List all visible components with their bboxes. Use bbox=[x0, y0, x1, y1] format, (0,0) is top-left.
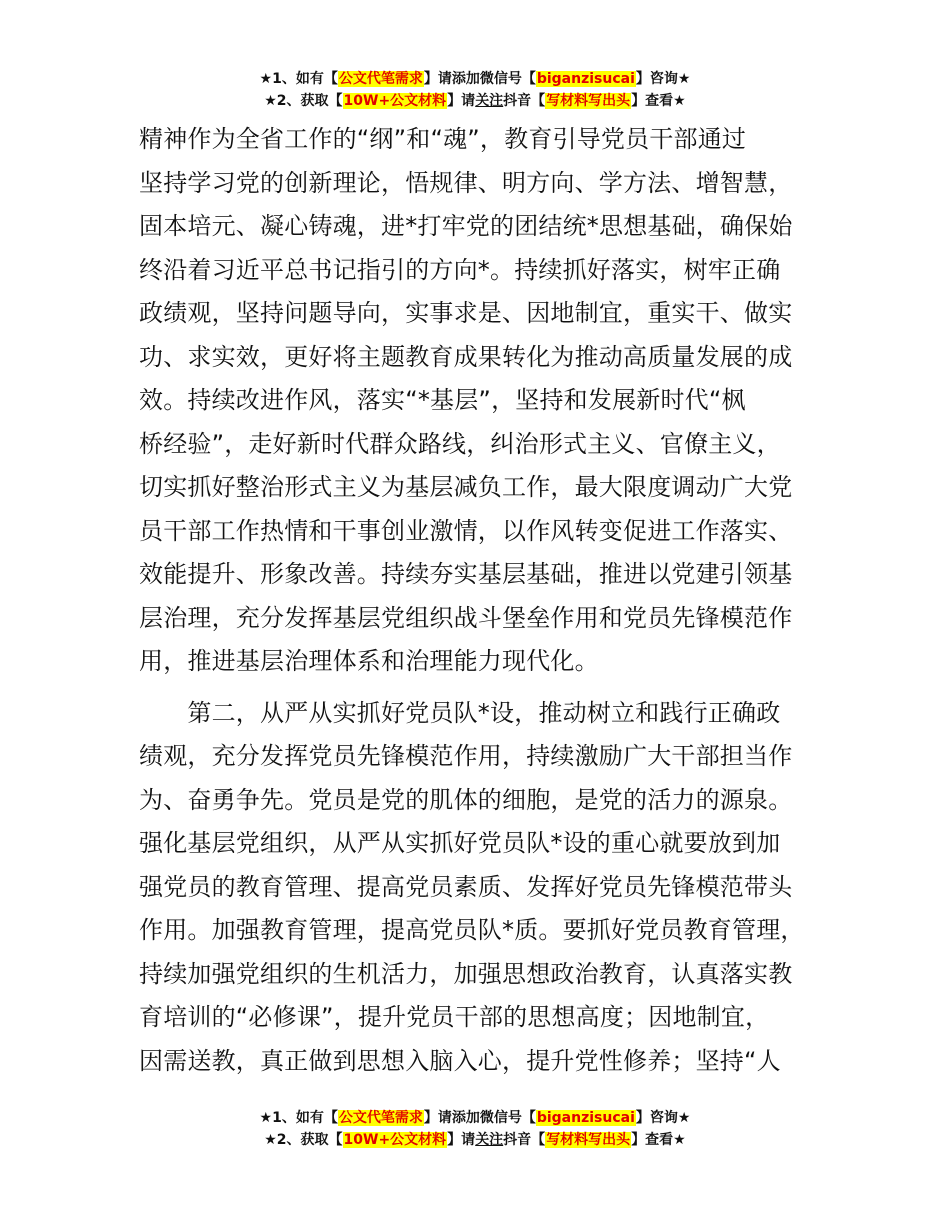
footer-line-2-mid2: 抖音【 bbox=[503, 1132, 546, 1148]
header-line-2-suffix: 】查看★ bbox=[631, 93, 686, 109]
text-line: 精神作为全省工作的“纲”和“魂”，教育引导党员干部通过 bbox=[139, 125, 747, 153]
text-line: 层治理，充分发挥基层党组织战斗堡垒作用和党员先锋模范作 bbox=[139, 603, 793, 632]
text-line: 强化基层党组织，从严从实抓好党员队*设的重心就要放到加 bbox=[139, 829, 781, 857]
footer-banner bbox=[0, 1107, 950, 1151]
header-line-2 bbox=[0, 90, 950, 112]
header-line-2-prefix: ★2、获取【 bbox=[264, 93, 343, 109]
footer-line-1 bbox=[0, 1107, 950, 1129]
header-highlight-ghostwriting: 公文代笔需求 bbox=[338, 71, 423, 87]
text-line: 绩观，充分发挥党员先锋模范作用，持续激励广大干部担当作 bbox=[139, 742, 793, 770]
text-line: 固本培元、凝心铸魂，进*打牢党的团结统*思想基础，确保始 bbox=[139, 212, 793, 240]
text-line: 切实抓好整治形式主义为基层减负工作，最大限度调动广大党 bbox=[139, 473, 793, 501]
text-line: 效能提升、形象改善。持续夯实基层基础，推进以党建引领基 bbox=[139, 560, 793, 588]
text-line: 功、求实效，更好将主题教育成果转化为推动高质量发展的成 bbox=[139, 342, 793, 371]
header-banner bbox=[0, 68, 950, 112]
footer-line-2-mid1: 】请 bbox=[447, 1132, 476, 1148]
footer-highlight-wechat-id: biganzisucai bbox=[536, 1110, 635, 1126]
text-line: 坚持学习党的创新理论，悟规律、明方向、学方法、增智慧， bbox=[139, 168, 793, 197]
paragraph-2 bbox=[139, 692, 839, 1084]
footer-line-1-prefix: ★1、如有【 bbox=[259, 1110, 338, 1126]
footer-highlight-ghostwriting: 公文代笔需求 bbox=[338, 1110, 423, 1126]
footer-follow-text: 关注 bbox=[475, 1132, 504, 1148]
footer-highlight-materials: 10W+公文材料 bbox=[343, 1132, 447, 1148]
header-line-1-suffix: 】咨询★ bbox=[635, 71, 691, 87]
text-line: 为、奋勇争先。党员是党的肌体的细胞，是党的活力的源泉。 bbox=[139, 785, 793, 814]
text-line: 作用。加强教育管理，提高党员队*质。要抓好党员教育管理， bbox=[139, 916, 805, 944]
header-line-1-prefix: ★1、如有【 bbox=[259, 71, 338, 87]
footer-line-2-prefix: ★2、获取【 bbox=[264, 1132, 343, 1148]
header-follow-text: 关注 bbox=[475, 93, 504, 109]
header-line-1-mid: 】请添加微信号【 bbox=[423, 71, 536, 87]
text-line: 效。持续改进作风，落实“*基层”，坚持和发展新时代“枫 bbox=[139, 386, 746, 414]
header-line-2-mid2: 抖音【 bbox=[503, 93, 546, 109]
text-line: 持续加强党组织的生机活力，加强思想政治教育，认真落实教 bbox=[139, 959, 793, 988]
text-line: 政绩观，坚持问题导向，实事求是、因地制宜，重实干、做实 bbox=[139, 299, 793, 327]
header-highlight-douyin-account: 写材料写出头 bbox=[546, 93, 631, 109]
header-line-2-mid1: 】请 bbox=[447, 93, 476, 109]
header-highlight-materials: 10W+公文材料 bbox=[343, 93, 447, 109]
text-line: 员干部工作热情和干事创业激情，以作风转变促进工作落实、 bbox=[139, 516, 793, 545]
paragraph-1 bbox=[139, 118, 839, 684]
text-line: 强党员的教育管理、提高党员素质、发挥好党员先锋模范带头 bbox=[139, 872, 793, 901]
text-line: 第二，从严从实抓好党员队*设，推动树立和践行正确政 bbox=[139, 698, 781, 727]
text-line: 育培训的“必修课”，提升党员干部的思想高度；因地制宜， bbox=[139, 1003, 770, 1031]
footer-line-2-suffix: 】查看★ bbox=[631, 1132, 686, 1148]
document-body bbox=[139, 118, 839, 1083]
footer-line-1-mid: 】请添加微信号【 bbox=[423, 1110, 536, 1126]
text-line: 桥经验”，走好新时代群众路线，纠治形式主义、官僚主义， bbox=[139, 429, 781, 458]
text-line: 终沿着习近平总书记指引的方向*。持续抓好落实，树牢正确 bbox=[139, 255, 781, 284]
footer-highlight-douyin-account: 写材料写出头 bbox=[546, 1132, 631, 1148]
text-line: 用，推进基层治理体系和治理能力现代化。 bbox=[139, 647, 599, 675]
text-line: 因需送教，真正做到思想入脑入心，提升党性修养；坚持“人 bbox=[139, 1046, 781, 1075]
footer-line-2 bbox=[0, 1129, 950, 1151]
footer-line-1-suffix: 】咨询★ bbox=[635, 1110, 691, 1126]
header-line-1 bbox=[0, 68, 950, 90]
header-highlight-wechat-id: biganzisucai bbox=[536, 71, 635, 87]
